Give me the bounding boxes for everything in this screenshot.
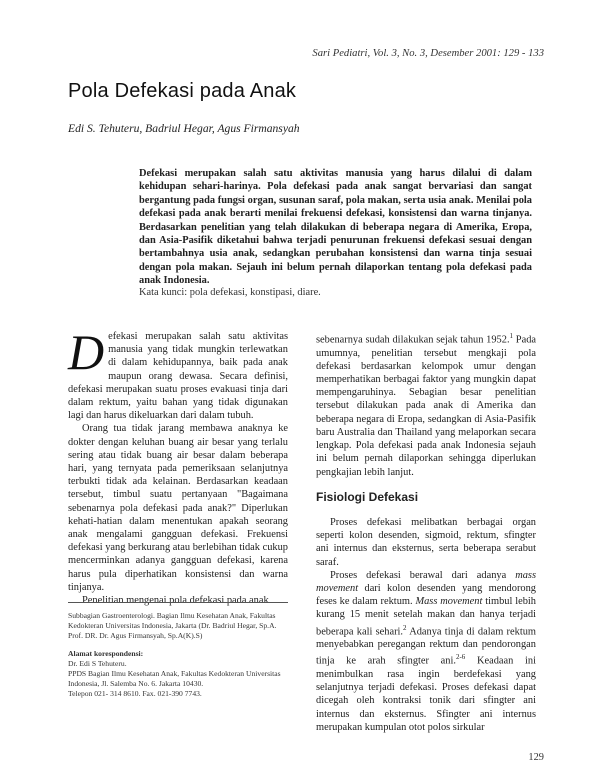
article-title: Pola Defekasi pada Anak xyxy=(68,80,297,102)
left-column xyxy=(68,324,288,607)
text-run: Proses defekasi berawal dari adanya xyxy=(330,569,516,581)
citation: 2-6 xyxy=(455,653,466,662)
text-run: timbul lebih kurang 15 menit setelah makan dan hanya terjadi beberapa kali sehari. xyxy=(316,596,536,637)
paragraph-intro xyxy=(68,324,288,422)
paragraph-3: Penelitian mengenai pola defekasi pada anak xyxy=(82,595,269,607)
text-run: Adanya tinja di dalam rektum menyebabkan peregangan rektum dan pendorongan tinja ke arah sfingter ani. xyxy=(316,626,536,667)
section-paragraph-1: Proses defekasi melibatkan berbagai organ seperti kolon desenden, sigmoid, rektum, sfingter ani internus dan eksternus, serta beberapa serabut saraf. xyxy=(316,516,536,568)
abstract: Defekasi merupakan salah satu aktivitas manusia yang harus dilalui di dalam kehidupan sehari-harinya. Pola defekasi pada anak sangat bervariasi dan sangat bergantung pada fungsi organ, susunan saraf, pola makan, serta usia anak. Menilai pola defekasi pada anak berarti menilai frekuensi defekasi, konsistensi dan warna tinjanya. Berdasarkan penelitian yang telah dilakukan di beberapa negara di Amerika, Eropa, dan Asia-Pasifik diketahui bahwa terjadi penurunan frekuensi defekasi sesuai dengan bertambahnya usia anak, sedangkan perubahan konsistensi dan warna tinja sesuai dengan pola makan. Sejauh ini belum pernah dilaporkan tentang pola defekasi pada anak Indonesia. xyxy=(139,168,532,287)
keywords: Kata kunci: pola defekasi, konstipasi, diare. xyxy=(139,287,321,298)
footnote-correspondence-address: PPDS Bagian Ilmu Kesehatan Anak, Fakultas Kedokteran Universitas Indonesia, Jl. Salemba No. 6. Jakarta 10430. xyxy=(68,669,281,688)
paragraph-3-continued-text-2: Pada umumnya, penelitian tersebut mengkaji pola defekasi berdasarkan kelompok umur dengan memperhatikan berbagai faktor yang mungkin dapat mempengaruhinya. Sebagian besar penelitian tersebut dilakukan pada anak di Amerika dan beberapa negara di Eropa, sedangkan di Asia-Pasifik baru Australia dan Thailand yang melaporkan secara lengkap. Pola defekasi pada anak Indonesia sejauh ini belum pernah dilaporkan sehingga diperlukan pengkajian lebih lanjut. xyxy=(316,334,537,478)
text-run: Keadaan ini menimbulkan rasa ingin berdefekasi yang selanjutnya terjadi defekasi. Proses defekasi dapat dicegah oleh kontraksi tonik dari sfingter ani internus dan eksternus. Sfingter ani internus merupakan kumpulan otot polos sirkular xyxy=(316,655,536,733)
article-authors: Edi S. Tehuteru, Badriul Hegar, Agus Firmansyah xyxy=(68,122,300,135)
paragraph-3-continued-text: sebenarnya sudah dilakukan sejak tahun 1952. xyxy=(316,334,510,346)
emphasis-text: Mass movement xyxy=(415,596,483,608)
section-heading: Fisiologi Defekasi xyxy=(316,489,419,504)
footnote-correspondence-phone: Telepon 021- 314 8610. Fax. 021-390 7743. xyxy=(68,689,202,698)
paragraph-2: Orang tua tidak jarang membawa anaknya ke dokter dengan keluhan buang air besar yang terlalu sering atau tidak buang air besar dalam beberapa hari, yang ternyata pada pemeriksaan selanjutnya terbukti tidak ada kelainan. Berdasarkan keadaan tersebut, timbul suatu pertanyaan "Bagaimana sebenarnya pola defekasi pada anak?" Diperlukan kehati-hatian dalam menentukan apakah seorang anak mengalami gangguan defekasi. Frekuensi defekasi yang berkurang atau berlebihan tidak cukup mencerminkan adanya gangguan defekasi, karena harus pula diperhatikan konsistensi dan warna tinjanya. xyxy=(68,423,288,593)
drop-cap: D xyxy=(68,324,105,380)
footnote-correspondence-name: Dr. Edi S Tehuteru. xyxy=(68,659,127,668)
citation: 2 xyxy=(403,623,407,632)
right-column xyxy=(316,330,536,734)
page-number: 129 xyxy=(528,752,544,763)
emphasis-text: mass movement xyxy=(316,569,536,594)
journal-reference: Sari Pediatri, Vol. 3, No. 3, Desember 2001: 129 - 133 xyxy=(312,48,544,59)
section-paragraph-2 xyxy=(316,569,536,734)
footnote-affiliation: Subbagian Gastroenterologi. Bagian Ilmu Kesehatan Anak, Fakultas Kedokteran Universitas Indonesia, Jakarta (Dr. Badriul Hegar, Sp.A. Prof. DR. Dr. Agus Firmansyah, Sp.A(K).S) xyxy=(68,611,277,640)
paragraph-intro-text: efekasi merupakan salah satu aktivitas manusia yang tidak mungkin terlewatkan di dalam kehidupannya, baik pada anak maupun orang dewasa. Secara definisi, defekasi merupakan suatu proses evakuasi tinja dari dalam rektum, yaitu bahan yang tidak digunakan lagi dan harus dikeluarkan dari dalam tubuh. xyxy=(68,331,288,422)
paragraph-3-continued xyxy=(316,330,536,479)
footnote-correspondence-label: Alamat korespondensi: xyxy=(68,649,144,658)
text-run: dari kolon desenden yang mendorong feses ke dalam rektum. xyxy=(316,582,536,608)
footnotes xyxy=(68,602,288,699)
citation: 1 xyxy=(509,332,514,340)
